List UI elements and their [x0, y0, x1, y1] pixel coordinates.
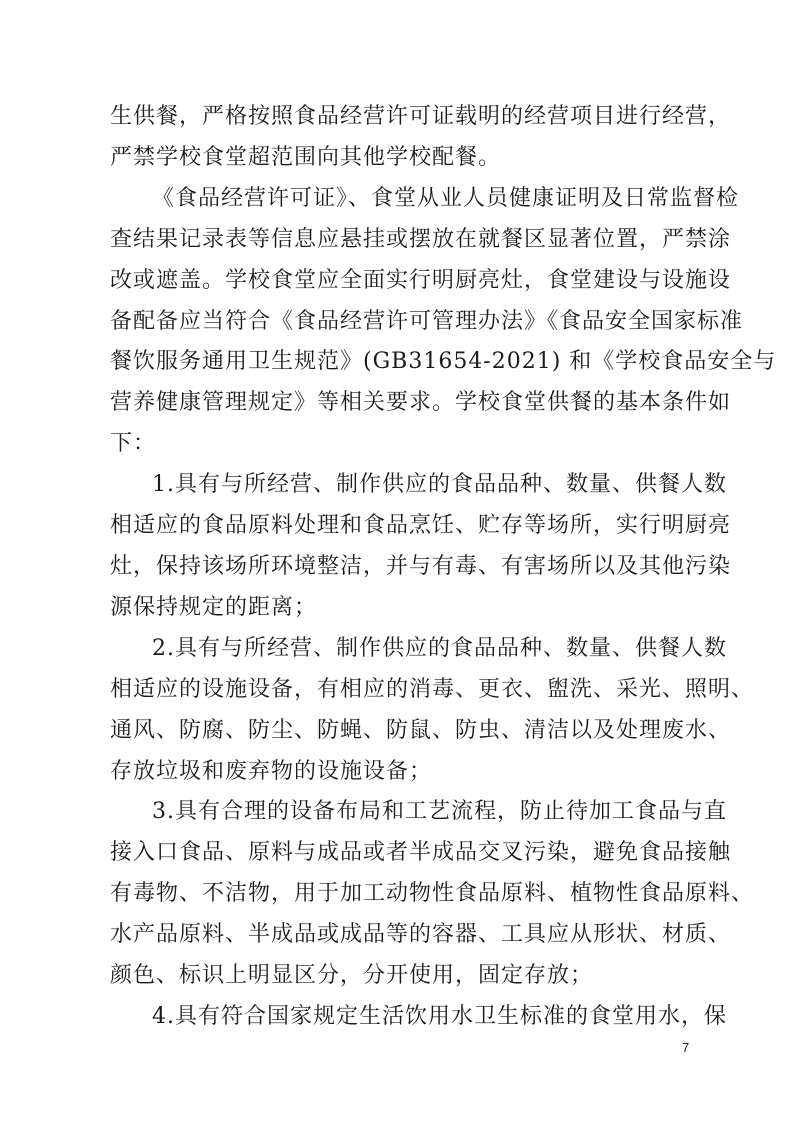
text-line: 下：	[110, 431, 157, 457]
text-line: 接入口食品、原料与成品或者半成品交叉污染，避免食品接触	[110, 840, 732, 866]
text-line: 查结果记录表等信息应悬挂或摆放在就餐区显著位置，严禁涂	[110, 226, 732, 252]
text-line: 灶，保持该场所环境整洁，并与有毒、有害场所以及其他污染	[110, 554, 732, 579]
text-line: 生供餐，严格按照食品经营许可证载明的经营项目进行经营，	[110, 104, 732, 129]
text-line: 存放垃圾和废弃物的设施设备；	[110, 758, 433, 784]
text-line: 严禁学校食堂超范围向其他学校配餐。	[110, 144, 502, 170]
list-item-4-line: 4.具有符合国家规定生活饮用水卫生标准的食堂用水，保	[152, 1004, 727, 1029]
list-item-2-line: 2.具有与所经营、制作供应的食品品种、数量、供餐人数	[152, 635, 727, 661]
text-line: 有毒物、不洁物，用于加工动物性食品原料、植物性食品原料、	[110, 881, 755, 907]
text-line: 餐饮服务通用卫生规范》(GB31654-2021) 和《学校食品安全与	[110, 349, 777, 375]
text-line: 相适应的食品原料处理和食品烹饪、贮存等场所，实行明厨亮	[110, 513, 732, 539]
text-line: 备配备应当符合《食品经营许可管理办法》《食品安全国家标准	[110, 308, 744, 334]
text-line: 营养健康管理规定》等相关要求。学校食堂供餐的基本条件如	[110, 390, 732, 416]
page-number: 7	[682, 1040, 690, 1055]
text-line: 源保持规定的距离；	[110, 594, 318, 620]
text-line: 改或遮盖。学校食堂应全面实行明厨亮灶，食堂建设与设施设	[110, 267, 732, 293]
text-line: 水产品原料、半成品或成品等的容器、工具应从形状、材质、	[110, 922, 732, 948]
text-line: 颜色、标识上明显区分，分开使用，固定存放；	[110, 963, 594, 989]
text-line: 通风、防腐、防尘、防蝇、防鼠、防虫、清洁以及处理废水、	[110, 717, 732, 743]
text-line: 相适应的设施设备，有相应的消毒、更衣、盥洗、采光、照明、	[110, 676, 755, 702]
list-item-1-line: 1.具有与所经营、制作供应的食品品种、数量、供餐人数	[152, 472, 727, 498]
text-line: 《食品经营许可证》、食堂从业人员健康证明及日常监督检	[152, 185, 740, 211]
list-item-3-line: 3.具有合理的设备布局和工艺流程，防止待加工食品与直	[152, 799, 727, 825]
